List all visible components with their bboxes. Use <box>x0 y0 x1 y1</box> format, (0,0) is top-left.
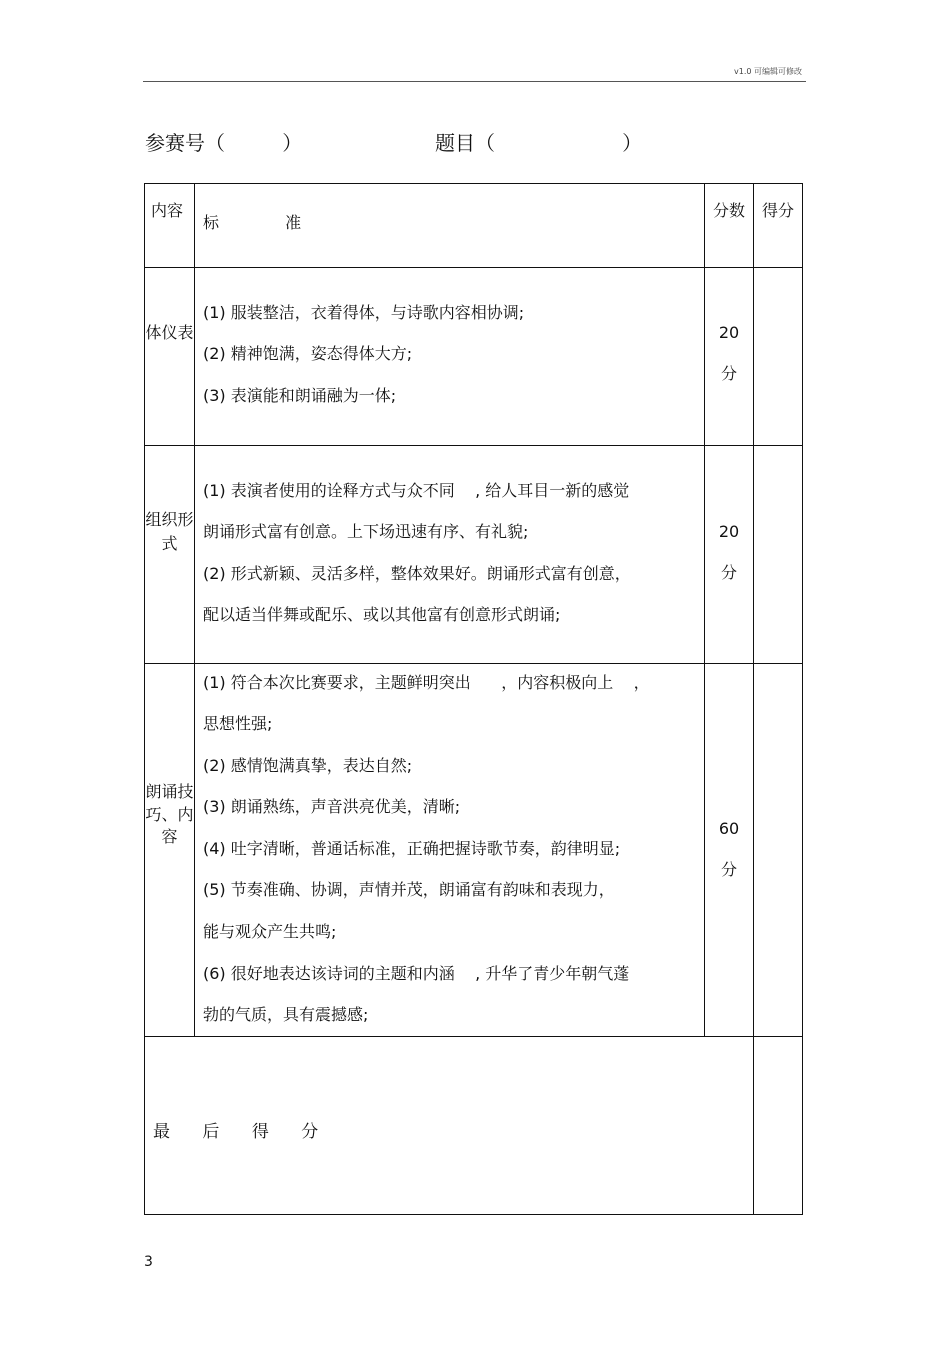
points-value: 20 <box>718 522 740 541</box>
score-cell <box>754 268 803 446</box>
header-rule <box>143 81 806 82</box>
page-number: 3 <box>144 1254 153 1270</box>
score-cell <box>754 446 803 664</box>
standard-item: (3) 朗诵熟练，声音洪亮优美，清晰; <box>203 797 461 816</box>
standard-item: (5) 节奏准确、协调，声情并茂，朗诵富有韵味和表现力， <box>203 880 615 899</box>
standard-item: (1) 符合本次比赛要求，主题鲜明突出 ，内容积极向上 ， <box>203 673 650 692</box>
points-unit: 分 <box>720 860 737 879</box>
standard-item: 思想性强; <box>203 714 273 733</box>
category-label: 体仪表 <box>145 323 194 342</box>
header-standard: 标 准 <box>203 213 302 232</box>
table-row <box>145 446 803 664</box>
entry-number-label: 参赛号（ ） <box>145 131 303 155</box>
header-points: 分数 <box>712 201 745 220</box>
standard-item: 朗诵形式富有创意。上下场迅速有序、有礼貌; <box>203 522 529 541</box>
standard-cell <box>195 446 705 664</box>
table-row <box>145 268 803 446</box>
header-score-cell <box>754 184 803 268</box>
standard-item: 勃的气质，具有震撼感; <box>203 1005 369 1024</box>
standard-item: (6) 很好地表达该诗词的主题和内涵 , 升华了青少年朝气蓬 <box>203 964 630 983</box>
topic-label: 题目（ ） <box>435 131 643 155</box>
header-content: 内容 <box>151 201 184 220</box>
standard-item: (2) 精神饱满，姿态得体大方; <box>203 344 413 363</box>
standard-item: (1) 表演者使用的诠释方式与众不同 , 给人耳目一新的感觉 <box>203 481 630 500</box>
score-cell <box>754 664 803 1037</box>
header-points-cell <box>705 184 754 268</box>
standard-item: (2) 形式新颖、灵活多样，整体效果好。朗诵形式富有创意， <box>203 564 631 583</box>
points-cell <box>705 664 754 1037</box>
category-cell <box>145 664 195 1037</box>
final-score-label: 最 后 得 分 <box>153 1122 319 1142</box>
standard-item: (2) 感情饱满真挚，表达自然; <box>203 756 413 775</box>
category-label: 组织形式 <box>145 510 194 553</box>
standard-cell <box>195 268 705 446</box>
standard-item: (3) 表演能和朗诵融为一体; <box>203 386 397 405</box>
points-cell <box>705 268 754 446</box>
standard-item: 配以适当伴舞或配乐、或以其他富有创意形式朗诵; <box>203 605 561 624</box>
category-cell <box>145 268 195 446</box>
header-standard-cell <box>195 184 705 268</box>
standard-cell <box>195 664 705 1037</box>
category-cell <box>145 446 195 664</box>
category-label: 朗诵技巧、内容 <box>145 782 194 846</box>
points-cell <box>705 446 754 664</box>
final-score-row <box>145 1037 803 1215</box>
points-value: 60 <box>718 819 740 838</box>
points-unit: 分 <box>720 563 737 582</box>
final-label-cell <box>145 1037 754 1215</box>
header-score: 得分 <box>761 201 794 220</box>
final-score-cell <box>754 1037 803 1215</box>
standard-item: (4) 吐字清晰，普通话标准，正确把握诗歌节奏，韵律明显; <box>203 839 621 858</box>
header-content-cell <box>145 184 195 268</box>
table-row <box>145 664 803 1037</box>
standard-item: (1) 服装整洁，衣着得体，与诗歌内容相协调; <box>203 303 525 322</box>
scoring-table <box>144 183 803 1215</box>
points-unit: 分 <box>720 364 737 383</box>
standard-item: 能与观众产生共鸣; <box>203 922 337 941</box>
table-header-row <box>145 184 803 268</box>
points-value: 20 <box>718 323 740 342</box>
version-note: v1.0 可编辑可修改 <box>734 67 802 76</box>
